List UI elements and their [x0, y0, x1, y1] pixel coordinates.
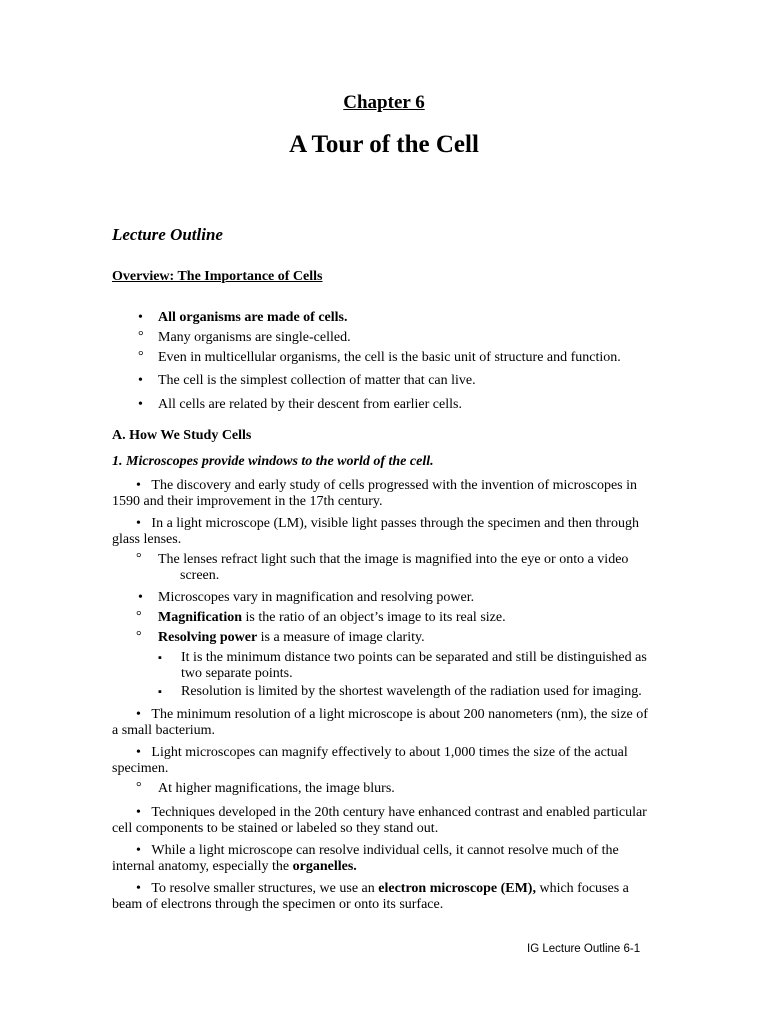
chapter-heading: Chapter 6 — [343, 92, 425, 113]
bullet-icon: • — [136, 707, 141, 722]
term-resolving-power: Resolving power — [158, 630, 258, 645]
circle-bullet-icon: ° — [138, 349, 144, 364]
page-title: A Tour of the Cell — [289, 131, 479, 158]
list-item: Resolving power is a measure of image clarity. — [158, 630, 425, 645]
subsection-heading: 1. Microscopes provide windows to the world of the cell. — [112, 454, 434, 469]
term-organelles: organelles. — [292, 859, 357, 874]
list-item: Even in multicellular organisms, the cell is the basic unit of structure and function. — [158, 350, 621, 365]
bullet-paragraph: • Techniques developed in the 20th century have enhanced contrast and enabled particular cell components to be stained or labeled so they stand out. — [112, 805, 647, 836]
bullet-paragraph: • To resolve smaller structures, we use an electron microscope (EM), which focuses a beam of electrons through the specimen or onto its surface. — [112, 881, 629, 912]
circle-bullet-icon: ° — [136, 551, 142, 566]
section-heading: A. How We Study Cells — [112, 428, 252, 443]
term-magnification: Magnification — [158, 610, 242, 625]
circle-bullet-icon: ° — [136, 609, 142, 624]
bullet-icon: • — [136, 843, 141, 858]
bullet-paragraph: • In a light microscope (LM), visible light passes through the specimen and then through glass lenses. — [112, 516, 639, 547]
bullet-paragraph: • The minimum resolution of a light microscope is about 200 nanometers (nm), the size of a small bacterium. — [112, 707, 648, 738]
bullet-icon: • — [136, 516, 141, 531]
square-bullet-icon: ▪ — [158, 652, 162, 664]
list-item: Many organisms are single-celled. — [158, 330, 351, 345]
bullet-icon: • — [136, 745, 141, 760]
bullet-icon: • — [138, 310, 143, 325]
bullet-icon: • — [136, 805, 141, 820]
bullet-icon: • — [138, 373, 143, 388]
list-item: All cells are related by their descent from earlier cells. — [158, 397, 462, 412]
bullet-icon: • — [136, 478, 141, 493]
list-item: The cell is the simplest collection of matter that can live. — [158, 373, 476, 388]
bullet-icon: • — [138, 397, 143, 412]
list-item: Magnification is the ratio of an object’s image to its real size. — [158, 610, 506, 625]
page-footer: IG Lecture Outline 6-1 — [527, 943, 641, 955]
term-electron-microscope: electron microscope (EM), — [378, 881, 536, 896]
list-item: Microscopes vary in magnification and resolving power. — [158, 590, 475, 605]
lecture-outline-heading: Lecture Outline — [112, 225, 223, 244]
list-item: All organisms are made of cells. — [158, 310, 348, 325]
circle-bullet-icon: ° — [138, 329, 144, 344]
sub-sub-item: It is the minimum distance two points can be separated and still be distinguished as two separate points. — [181, 650, 647, 681]
overview-heading: Overview: The Importance of Cells — [112, 269, 323, 284]
circle-bullet-icon: ° — [136, 629, 142, 644]
bullet-paragraph: • The discovery and early study of cells progressed with the invention of microscopes in 1590 and their improvement in the 17th century. — [112, 478, 638, 509]
bullet-icon: • — [136, 881, 141, 896]
bullet-paragraph: • Light microscopes can magnify effectively to about 1,000 times the size of the actual specimen. — [112, 745, 628, 776]
sub-sub-item: Resolution is limited by the shortest wavelength of the radiation used for imaging. — [181, 684, 642, 699]
circle-bullet-icon: ° — [136, 780, 142, 795]
square-bullet-icon: ▪ — [158, 686, 162, 698]
bullet-paragraph: • While a light microscope can resolve individual cells, it cannot resolve much of the internal anatomy, especially the organelles. — [112, 843, 619, 874]
bullet-icon: • — [138, 590, 143, 605]
sub-item: The lenses refract light such that the image is magnified into the eye or onto a video screen. — [158, 552, 629, 583]
sub-item: At higher magnifications, the image blurs. — [158, 781, 395, 796]
